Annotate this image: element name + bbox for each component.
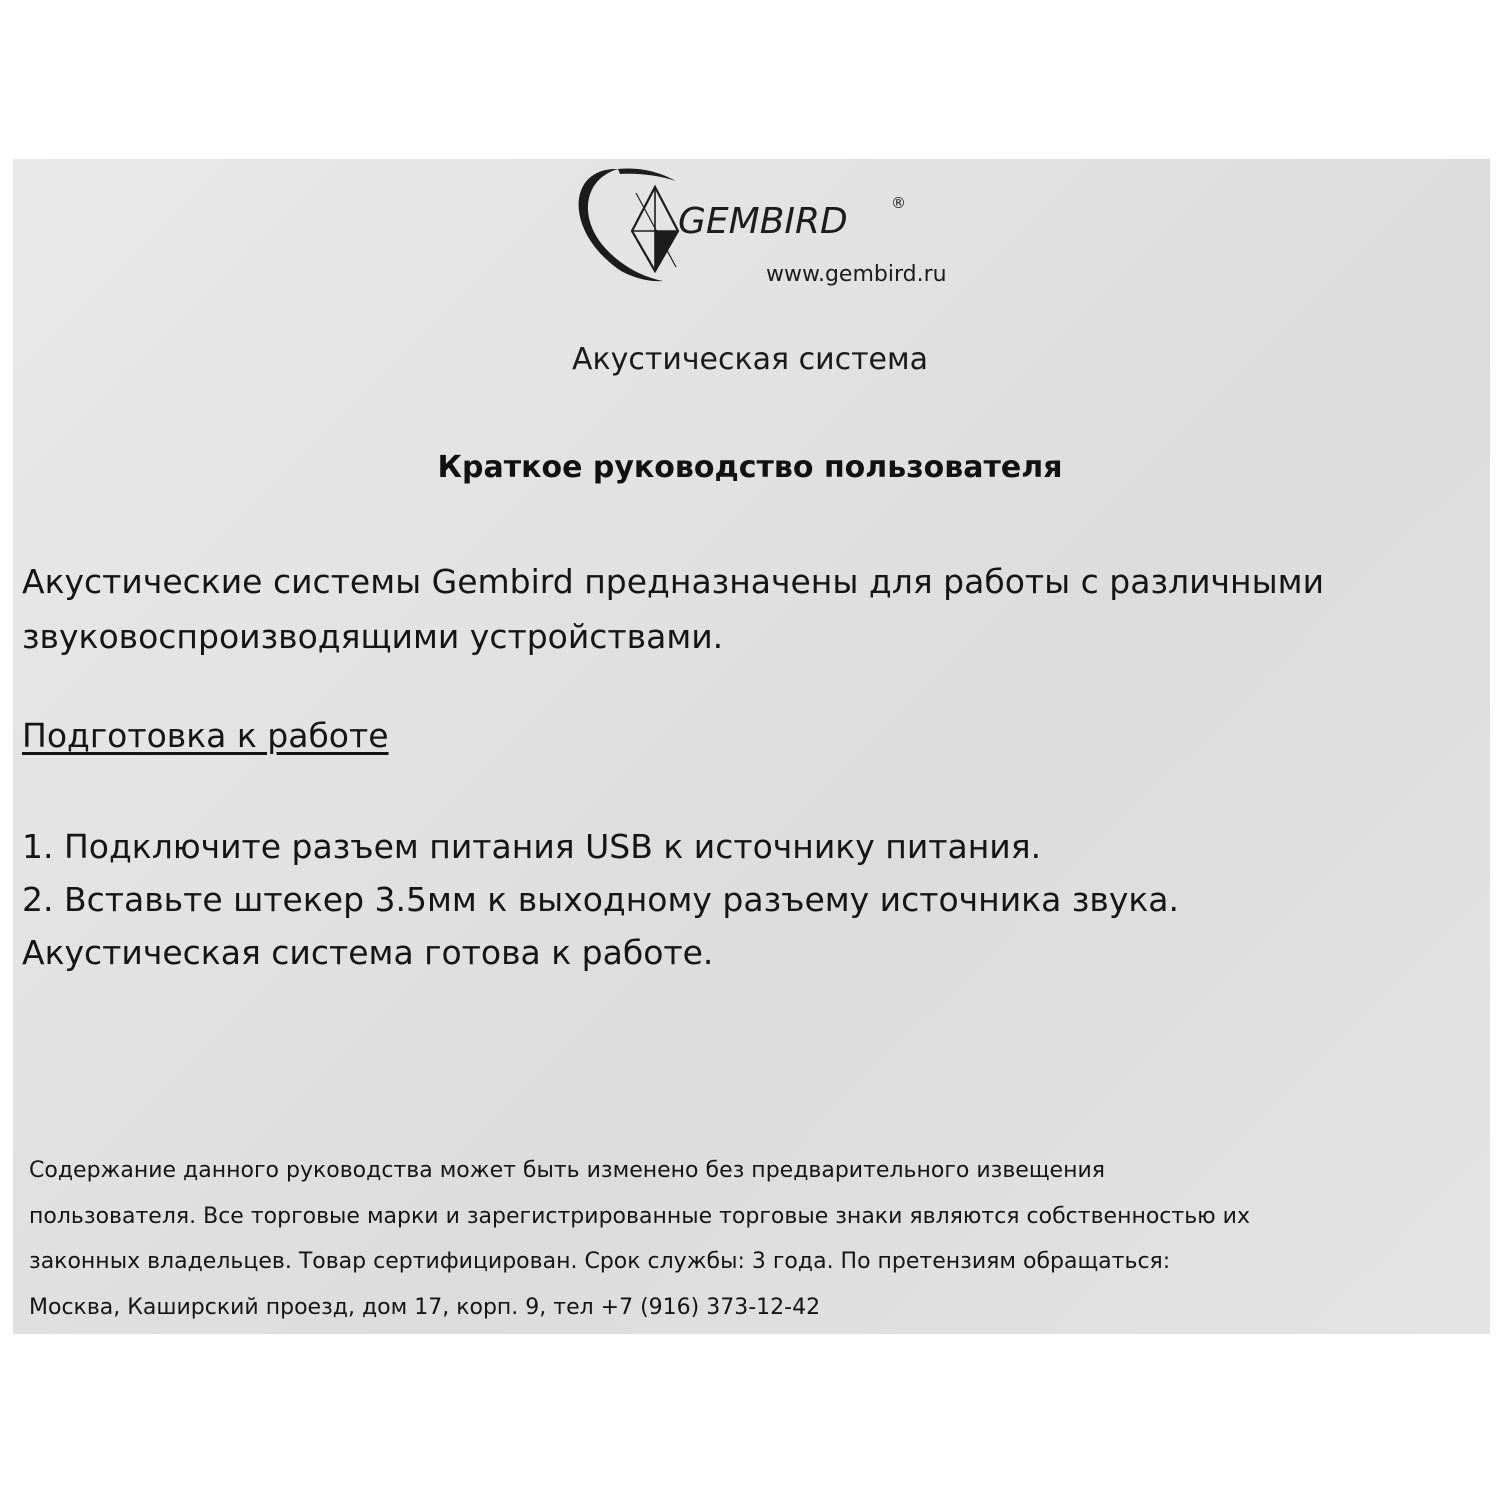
product-title: Акустическая система xyxy=(571,342,929,377)
step-item: Акустическая система готова к работе. xyxy=(22,933,714,972)
steps-list xyxy=(22,820,1482,979)
registered-mark: ® xyxy=(891,194,906,212)
guide-title: Краткое руководство пользователя xyxy=(437,450,1063,485)
footer-line: Москва, Каширский проезд, дом 17, корп. 9, тел +7 (916) 373-12-42 xyxy=(29,1294,821,1320)
step-item: 2. Вставьте штекер 3.5мм к выходному разъему источника звука. xyxy=(22,880,1179,919)
intro-paragraph xyxy=(22,554,1482,664)
intro-line: звуковоспроизводящими устройствами. xyxy=(22,617,724,656)
section-title: Подготовка к работе xyxy=(22,716,389,755)
footer-notice xyxy=(29,1148,1489,1330)
brand-name: GEMBIRD xyxy=(678,201,848,242)
intro-line: Акустические системы Gembird предназначены для работы с различными xyxy=(22,562,1325,601)
footer-line: законных владельцев. Товар сертифицирован. Срок службы: 3 года. По претензиям обращаться: xyxy=(29,1249,1171,1274)
gembird-swoosh-icon xyxy=(558,159,688,294)
footer-line: Содержание данного руководства может быть изменено без предварительного извещения xyxy=(29,1158,1106,1183)
step-item: 1. Подключите разъем питания USB к источнику питания. xyxy=(22,827,1042,866)
website-url: www.gembird.ru xyxy=(766,262,947,287)
footer-line: пользователя. Все торговые марки и зарегистрированные торговые знаки являются собственностью их xyxy=(29,1203,1250,1229)
gembird-logo xyxy=(558,159,998,299)
